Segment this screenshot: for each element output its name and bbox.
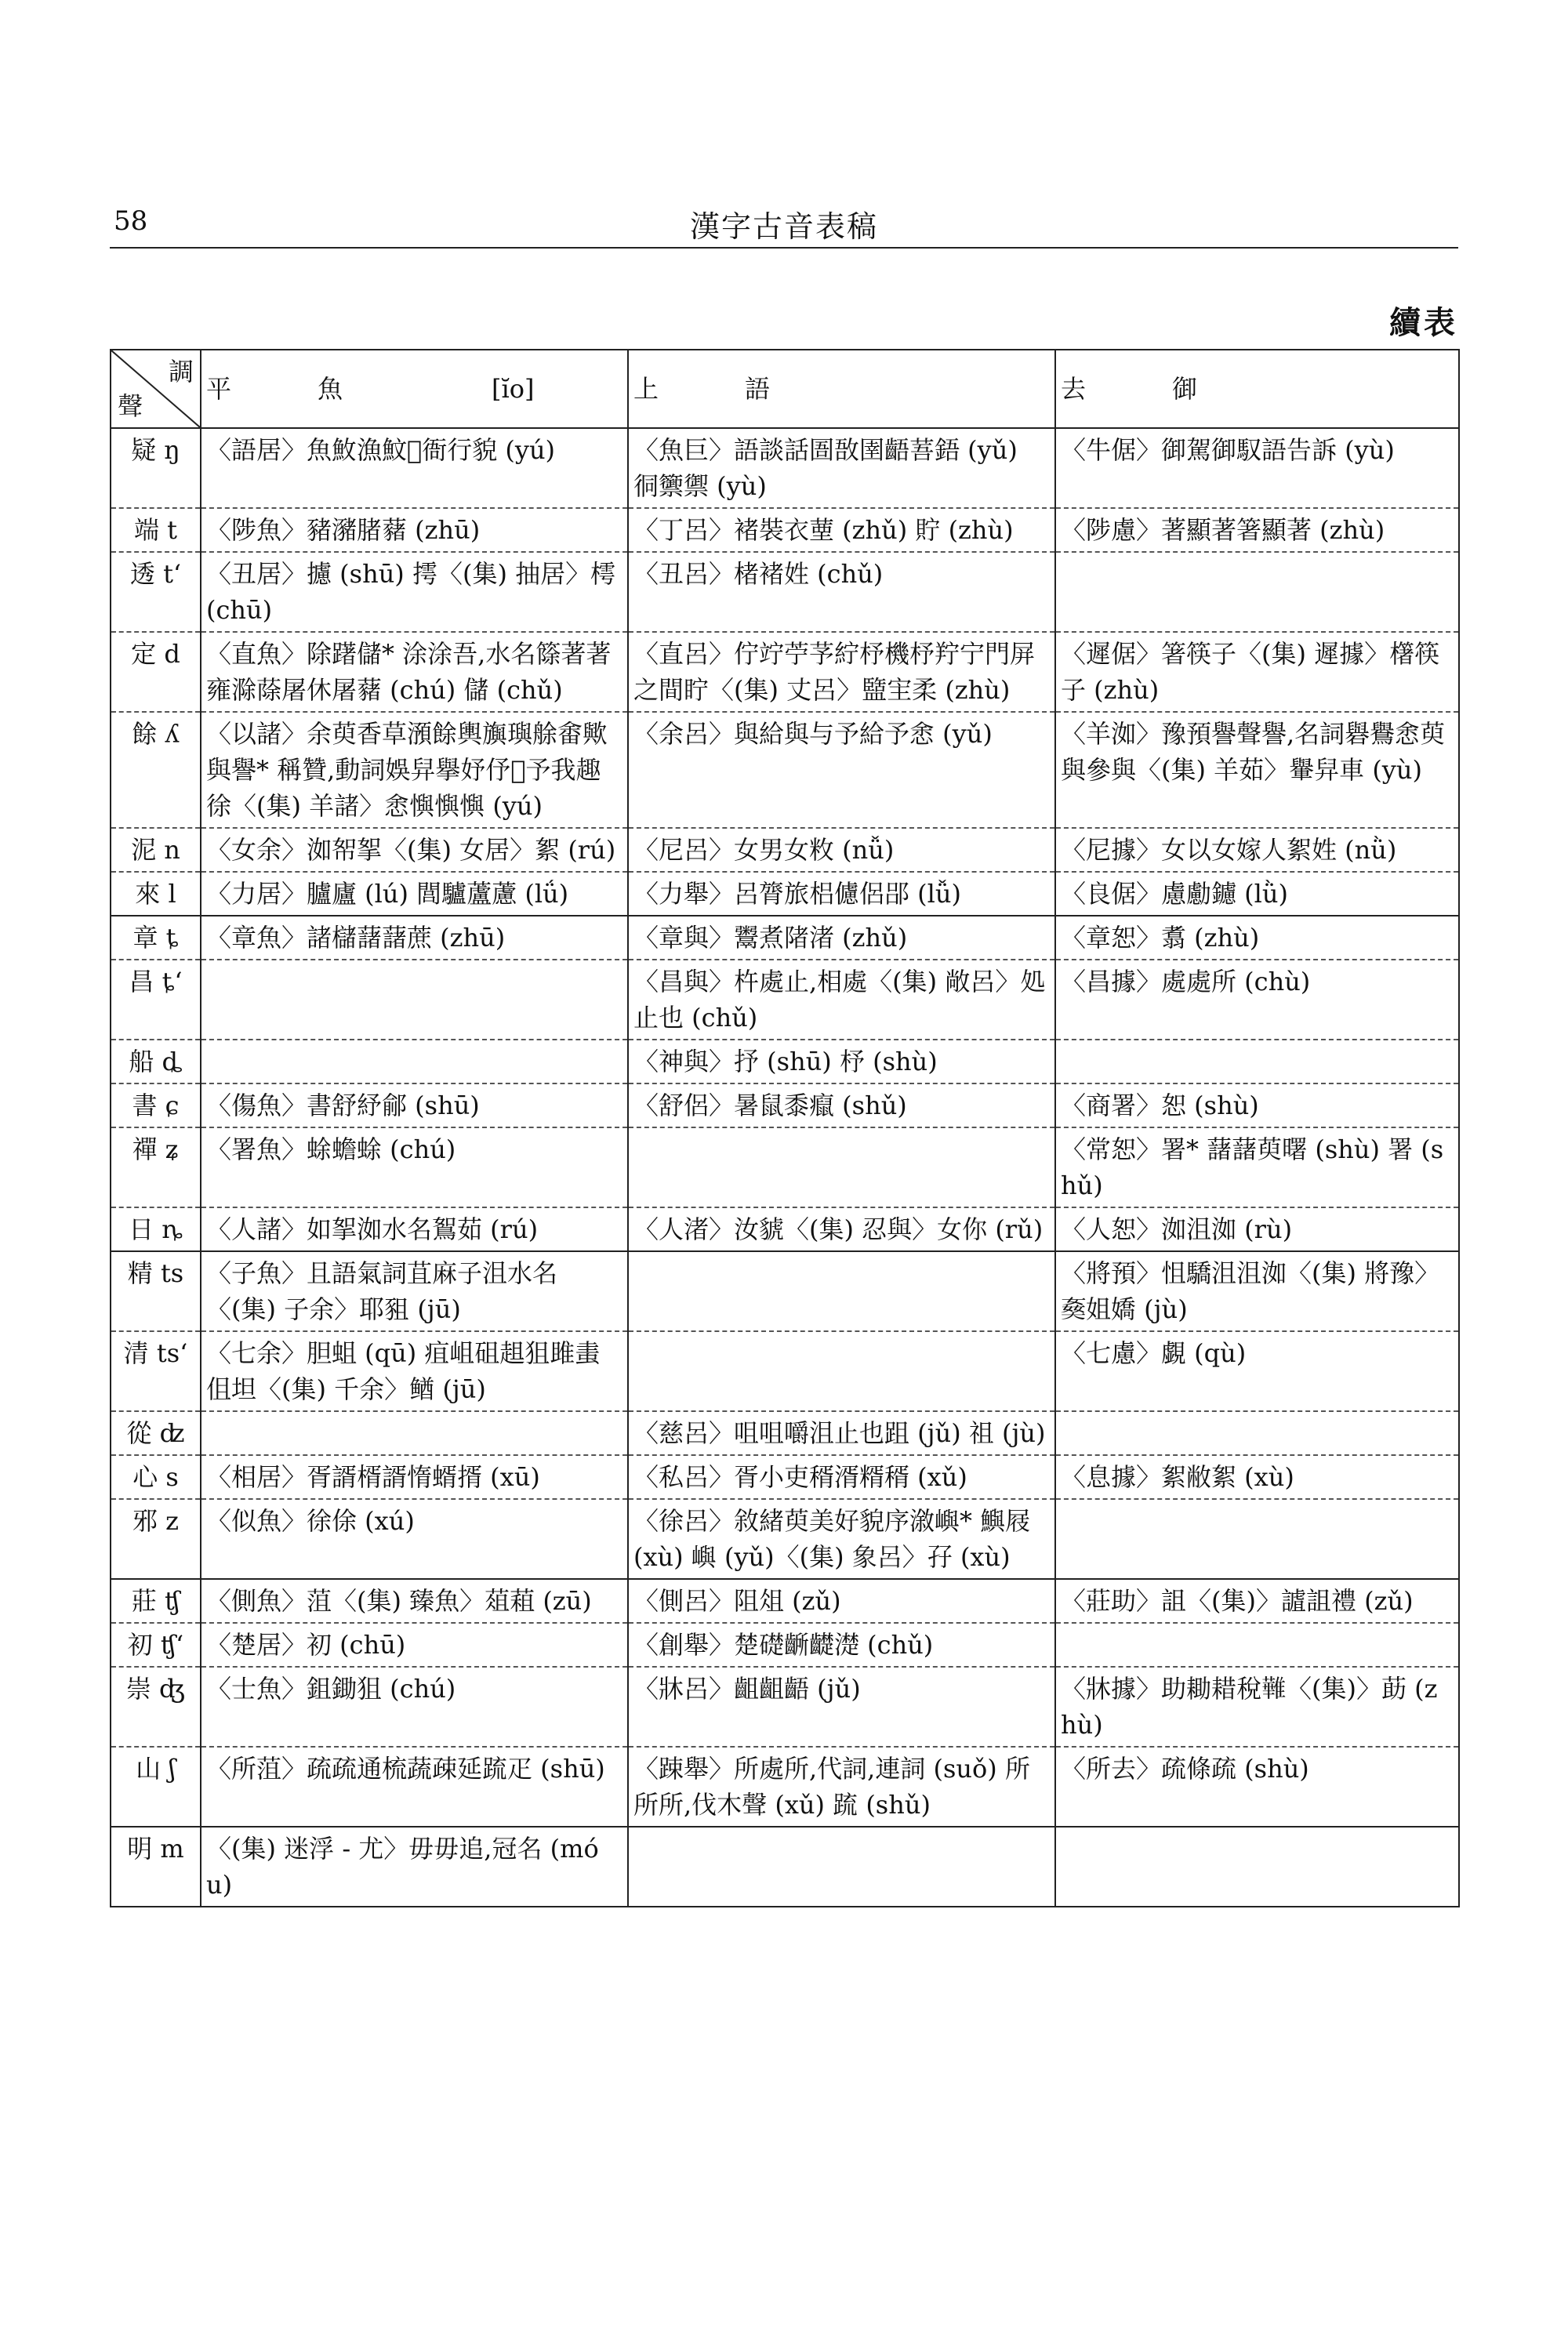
qu-cell: 〈遲倨〉箸筷子〈(集) 遲據〉櫡筷子 (zhù) (1055, 632, 1459, 712)
qu-cell: 〈良倨〉慮勴鑢 (lǜ) (1055, 872, 1459, 916)
initial-cell: 來 l (111, 872, 201, 916)
table-row (111, 1083, 1459, 1127)
shang-cell: 〈私呂〉胥小吏稰湑糈稰 (xǔ) (628, 1455, 1055, 1499)
shang-cell: 〈神與〉抒 (shū) 杼 (shù) (628, 1040, 1055, 1083)
initial-cell: 邪 z (111, 1499, 201, 1579)
ping-cell: 〈似魚〉徐俆 (xú) (201, 1499, 628, 1579)
qu-cell: 〈章恕〉翥 (zhù) (1055, 916, 1459, 960)
initial-cell: 章 ȶ (111, 916, 201, 960)
shang-cell: 〈徐呂〉敘緒萸美好貌序漵嶼* 鱮屐 (xù) 嶼 (yǔ)〈(集) 象呂〉孖 (xù) (628, 1499, 1055, 1579)
qu-cell: 〈將預〉怚驕沮沮洳〈(集) 將豫〉𡟗姐嬌 (jù) (1055, 1251, 1459, 1331)
ping-cell (201, 1040, 628, 1083)
qu-cell: 〈商署〉恕 (shù) (1055, 1083, 1459, 1127)
shang-cell: 〈人渚〉汝䝞〈(集) 忍與〉女你 (rǔ) (628, 1207, 1055, 1251)
qu-cell (1055, 552, 1459, 632)
shang-cell: 〈創舉〉楚礎齭齼濋 (chǔ) (628, 1623, 1055, 1667)
ping-cell: 〈側魚〉菹〈(集) 臻魚〉葅蒩 (zū) (201, 1579, 628, 1623)
ping-cell: 〈(集) 迷浮 - 尤〉毋毋追,冠名 (móu) (201, 1827, 628, 1907)
shang-cell: 〈側呂〉阻俎 (zǔ) (628, 1579, 1055, 1623)
initial-cell: 昌 ȶʻ (111, 960, 201, 1040)
table-row (111, 1331, 1459, 1411)
table-row (111, 1747, 1459, 1827)
shang-cell (628, 1827, 1055, 1907)
ping-cell: 〈子魚〉且語氣詞苴麻子沮水名〈(集) 子余〉耶豠 (jū) (201, 1251, 628, 1331)
qu-cell: 〈七慮〉覷 (qù) (1055, 1331, 1459, 1411)
table-row (111, 1455, 1459, 1499)
table-row (111, 960, 1459, 1040)
qu-cell: 〈尼據〉女以女嫁人絮姓 (nǜ) (1055, 828, 1459, 872)
ping-cell: 〈丑居〉攄 (shū) 摴〈(集) 抽居〉樗 (chū) (201, 552, 628, 632)
qu-cell (1055, 1623, 1459, 1667)
ping-cell: 〈所菹〉疏疏通梳蔬疎延䟽疋 (shū) (201, 1747, 628, 1827)
initial-cell: 日 ȵ (111, 1207, 201, 1251)
initial-cell: 透 tʻ (111, 552, 201, 632)
header-shang-tone: 上 (633, 374, 659, 404)
shang-cell: 〈牀呂〉齟齟齬 (jǔ) (628, 1667, 1055, 1747)
initial-cell: 泥 n (111, 828, 201, 872)
initial-cell: 心 s (111, 1455, 201, 1499)
ping-cell: 〈力居〉臚廬 (lú) 閭驢蘆藘 (lǘ) (201, 872, 628, 916)
shang-cell: 〈余呂〉與給與与予給予悆 (yǔ) (628, 712, 1055, 828)
table-row (111, 1623, 1459, 1667)
shang-cell: 〈魚巨〉語談話圄敔圉齬䓊鋙 (yǔ) 㣚籞禦 (yù) (628, 428, 1055, 508)
initial-axis-label: 聲 (118, 391, 143, 421)
table-row (111, 1127, 1459, 1207)
qu-cell: 〈人恕〉洳沮洳 (rù) (1055, 1207, 1459, 1251)
qu-cell (1055, 1499, 1459, 1579)
ping-cell: 〈直魚〉除躇儲* 涂涂吾,水名篨著著雍滁蒢屠休屠藸 (chú) 儲 (chǔ) (201, 632, 628, 712)
shang-cell: 〈丑呂〉楮褚姓 (chǔ) (628, 552, 1055, 632)
qu-cell: 〈莊助〉詛〈(集)〉謯詛禮 (zǔ) (1055, 1579, 1459, 1623)
ping-cell: 〈人諸〉如挐洳水名鴽茹 (rú) (201, 1207, 628, 1251)
page-number: 58 (114, 205, 148, 237)
header-ping-rhyme: 魚 (318, 374, 343, 404)
shang-cell: 〈舒侶〉暑鼠黍癙 (shǔ) (628, 1083, 1055, 1127)
table-row (111, 1207, 1459, 1251)
header-qu-rhyme: 御 (1172, 374, 1198, 404)
initial-cell: 山 ʃ (111, 1747, 201, 1827)
table-row (111, 1040, 1459, 1083)
ping-cell: 〈陟魚〉豬瀦䐗藸 (zhū) (201, 508, 628, 552)
initial-cell: 清 tsʻ (111, 1331, 201, 1411)
qu-cell: 〈牛倨〉御駕御馭語告訴 (yù) (1055, 428, 1459, 508)
initial-cell: 精 ts (111, 1251, 201, 1331)
ping-cell: 〈語居〉魚䰻漁魰𩵆衙行貌 (yú) (201, 428, 628, 508)
ping-cell: 〈署魚〉蜍蟾蜍 (chú) (201, 1127, 628, 1207)
shang-cell: 〈尼呂〉女男女敉 (nǚ) (628, 828, 1055, 872)
initial-cell: 疑 ŋ (111, 428, 201, 508)
table-row (111, 828, 1459, 872)
qu-cell (1055, 1827, 1459, 1907)
initial-cell: 船 ȡ (111, 1040, 201, 1083)
header-qu-tone: 去 (1061, 374, 1087, 404)
initial-cell: 明 m (111, 1827, 201, 1907)
qu-cell: 〈牀據〉助耡耤稅𩀵〈(集)〉莇 (zhù) (1055, 1667, 1459, 1747)
qu-cell: 〈常恕〉署* 藷藷萸曙 (shù) 署 (shǔ) (1055, 1127, 1459, 1207)
initial-cell: 初 ʧʻ (111, 1623, 201, 1667)
shang-cell: 〈章與〉鬻煮陼渚 (zhǔ) (628, 916, 1055, 960)
ping-cell (201, 960, 628, 1040)
ping-cell: 〈楚居〉初 (chū) (201, 1623, 628, 1667)
qu-cell (1055, 1040, 1459, 1083)
initial-cell: 書 ɕ (111, 1083, 201, 1127)
shang-cell: 〈慈呂〉咀咀嚼沮止也跙 (jǔ) 祖 (jù) (628, 1411, 1055, 1455)
ping-cell: 〈章魚〉諸櫧藷藷蔗 (zhū) (201, 916, 628, 960)
initial-cell: 端 t (111, 508, 201, 552)
table-header-row (111, 350, 1459, 428)
header-ping-ipa: [ĭo] (492, 374, 535, 404)
table-row (111, 1251, 1459, 1331)
header-qu-yu (1055, 350, 1459, 428)
qu-cell: 〈所去〉疏條疏 (shù) (1055, 1747, 1459, 1827)
phonology-table (110, 349, 1460, 1907)
header-ping-yu (201, 350, 628, 428)
diagonal-header-cell (111, 350, 201, 428)
continued-label: 續表 (1389, 304, 1458, 341)
table-row (111, 1579, 1459, 1623)
shang-cell: 〈丁呂〉褚裝衣䓰 (zhǔ) 貯 (zhù) (628, 508, 1055, 552)
header-ping-tone: 平 (206, 374, 232, 404)
header-shang-yu (628, 350, 1055, 428)
header-shang-rhyme: 語 (745, 374, 771, 404)
shang-cell (628, 1127, 1055, 1207)
initial-cell: 餘 ʎ (111, 712, 201, 828)
qu-cell: 〈息據〉絮敝絮 (xù) (1055, 1455, 1459, 1499)
ping-cell: 〈傷魚〉書舒紓鄃 (shū) (201, 1083, 628, 1127)
initial-cell: 禪 ʑ (111, 1127, 201, 1207)
table-row (111, 1827, 1459, 1907)
ping-cell: 〈七余〉胆蛆 (qū) 疽岨砠趄狙雎䖯伹坦〈(集) 千余〉䲡 (jū) (201, 1331, 628, 1411)
qu-cell: 〈昌據〉處處所 (chù) (1055, 960, 1459, 1040)
initial-cell: 莊 ʧ (111, 1579, 201, 1623)
qu-cell: 〈陟慮〉著顯著箸顯著 (zhù) (1055, 508, 1459, 552)
shang-cell: 〈踈舉〉所處所,代詞,連詞 (suǒ) 所所所,伐木聲 (xǔ) 䟽 (shǔ) (628, 1747, 1055, 1827)
qu-cell: 〈羊洳〉豫預譽聲譽,名詞礜鸒悆萸與參與〈(集) 羊茹〉轝舁車 (yù) (1055, 712, 1459, 828)
ping-cell: 〈以諸〉余萸香草澦餘輿旟璵艅畬歟與譽* 稱贊,動詞娛舁擧妤伃𧶮予我趣徐〈(集) 羊諸〉悆懙懙懙 (yú) (201, 712, 628, 828)
ping-cell (201, 1411, 628, 1455)
table-row (111, 428, 1459, 508)
running-title: 漢字古音表稿 (689, 209, 878, 244)
ping-cell: 〈相居〉胥諝楈諝惰蝑揟 (xū) (201, 1455, 628, 1499)
table-body (111, 428, 1459, 1907)
initial-cell: 從 ʣ (111, 1411, 201, 1455)
shang-cell (628, 1331, 1055, 1411)
table-row (111, 1499, 1459, 1579)
tone-axis-label: 調 (168, 357, 194, 387)
table-row (111, 1411, 1459, 1455)
table-row (111, 1667, 1459, 1747)
ping-cell: 〈女余〉洳帤挐〈(集) 女居〉絮 (rú) (201, 828, 628, 872)
qu-cell (1055, 1411, 1459, 1455)
table-row (111, 632, 1459, 712)
table-row (111, 508, 1459, 552)
initial-cell: 崇 ʤ (111, 1667, 201, 1747)
shang-cell: 〈直呂〉佇竚苧芧紵杼機杼羜宁門屏之間眝〈(集) 丈呂〉盬宔柔 (zhù) (628, 632, 1055, 712)
table-row (111, 552, 1459, 632)
shang-cell (628, 1251, 1055, 1331)
table-row (111, 872, 1459, 916)
shang-cell: 〈昌與〉杵處止,相處〈(集) 敞呂〉処止也 (chǔ) (628, 960, 1055, 1040)
shang-cell: 〈力舉〉呂膂旅梠儢侶郘 (lǚ) (628, 872, 1055, 916)
ping-cell: 〈士魚〉鉏鋤狙 (chú) (201, 1667, 628, 1747)
header-rule (110, 247, 1458, 249)
initial-cell: 定 d (111, 632, 201, 712)
table-row (111, 916, 1459, 960)
table-row (111, 712, 1459, 828)
